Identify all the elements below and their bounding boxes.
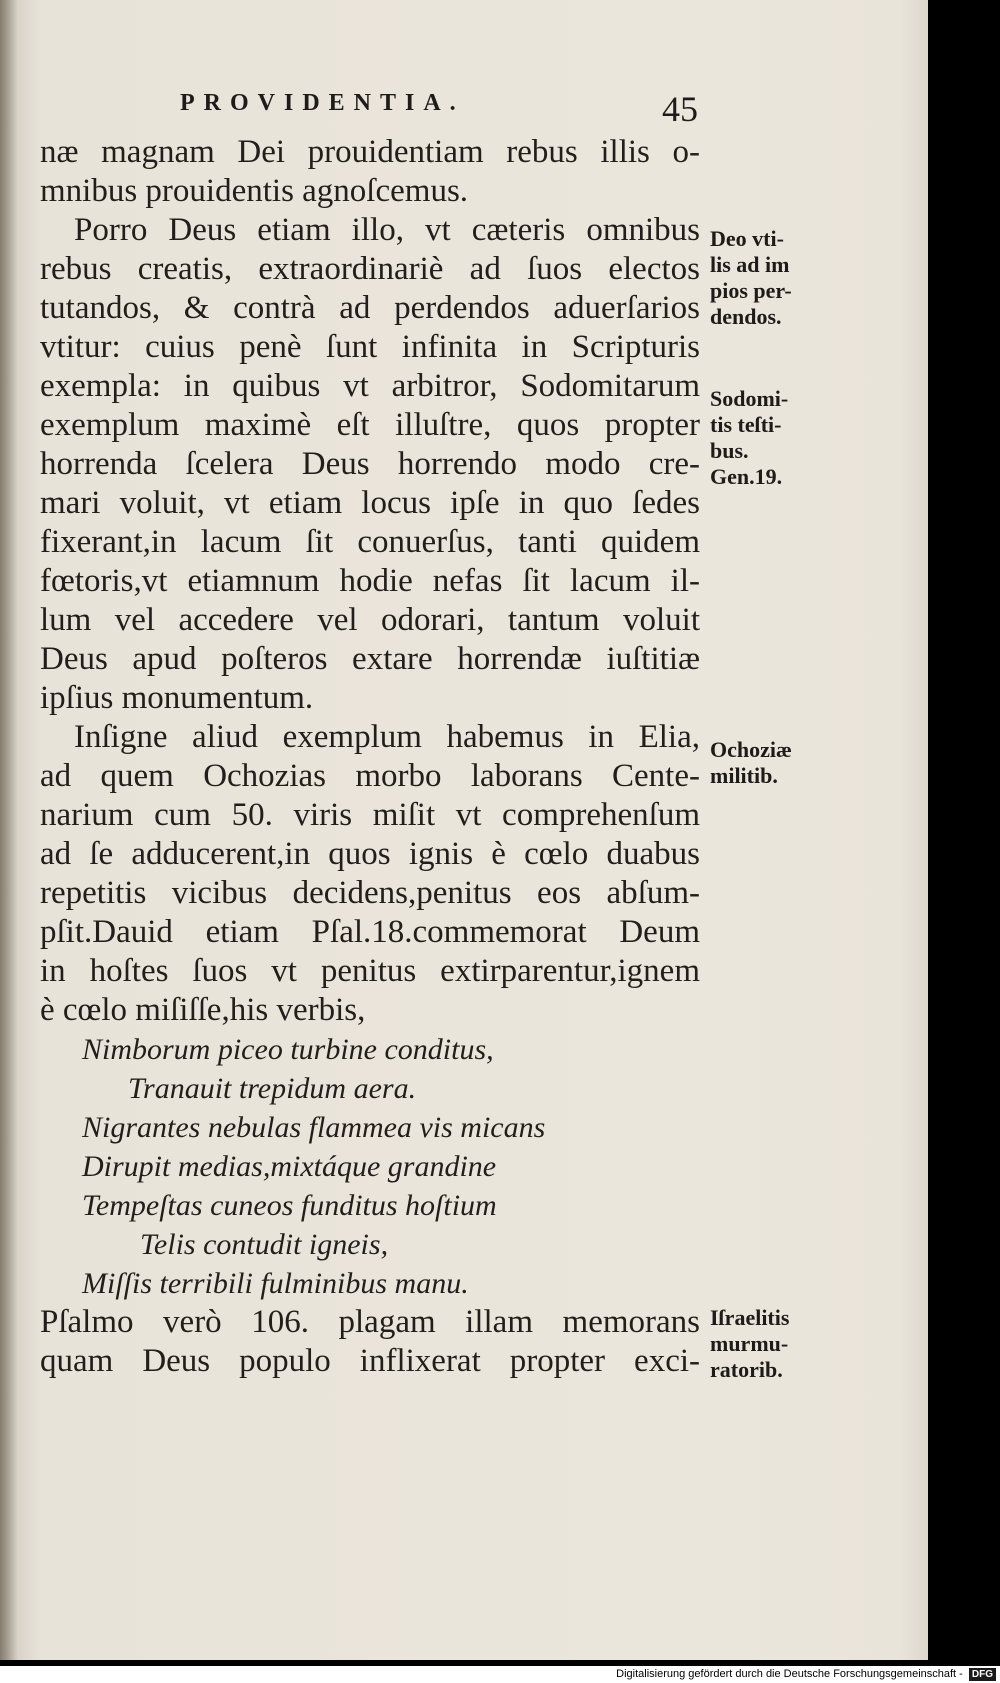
text-line: Miſſis terribili fulminibus manu. bbox=[82, 1267, 469, 1300]
text-line: vtitur: cuius penè ſunt infinita in Scripturis bbox=[40, 329, 700, 365]
text-line: Inſigne aliud exemplum habemus in Elia, bbox=[74, 719, 700, 755]
text-line: quam Deus populo inflixerat propter exci- bbox=[40, 1343, 700, 1379]
text-line: Dirupit medias,mixtáque grandine bbox=[82, 1150, 497, 1183]
marginal-note-sodomitis bbox=[710, 386, 820, 490]
marginal-note-line: bus. bbox=[710, 438, 749, 463]
text-line: Telis contudit igneis, bbox=[140, 1228, 389, 1261]
digitization-footer: Digitalisierung gefördert durch die Deutsche Forschungsgemeinschaft - DFG bbox=[0, 1666, 1000, 1683]
marginal-note-ochoziae bbox=[710, 737, 820, 789]
page-number: 45 bbox=[662, 89, 698, 129]
marginal-note-line: Sodomi- bbox=[710, 386, 789, 411]
text-line: ipſius monumentum. bbox=[40, 680, 314, 716]
text-line: fœtoris,vt etiamnum hodie nefas ſit lacum il- bbox=[40, 563, 700, 599]
text-line: è cœlo miſiſſe,his verbis, bbox=[40, 992, 366, 1028]
text-line: Nimborum piceo turbine conditus, bbox=[82, 1033, 494, 1066]
marginal-note-line: murmu- bbox=[710, 1331, 789, 1356]
main-text bbox=[40, 133, 700, 1381]
marginal-note-line: Gen.19. bbox=[710, 464, 783, 489]
marginal-note-line: Iſraelitis bbox=[710, 1305, 790, 1330]
marginal-note-israelitis bbox=[710, 1305, 820, 1383]
text-line: exemplum maximè eſt illuſtre, quos propter bbox=[40, 407, 700, 443]
marginal-note-deo bbox=[710, 226, 820, 330]
marginal-note-line: lis ad im bbox=[710, 252, 790, 277]
text-line: rebus creatis, extraordinariè ad ſuos electos bbox=[40, 251, 700, 287]
text-line: tutandos, & contrà ad perdendos aduerſarios bbox=[40, 290, 700, 326]
text-line: Deus apud poſteros extare horrendæ iuſtitiæ bbox=[40, 641, 700, 677]
text-line: Porro Deus etiam illo, vt cæteris omnibus bbox=[74, 212, 700, 248]
text-line: mnibus prouidentis agnoſcemus. bbox=[40, 173, 469, 209]
text-line: Pſalmo verò 106. plagam illam memorans bbox=[40, 1304, 700, 1340]
text-line: horrenda ſcelera Deus horrendo modo cre- bbox=[40, 446, 700, 482]
text-line: Tempeſtas cuneos funditus hoſtium bbox=[82, 1189, 497, 1222]
text-line: in hoſtes ſuos vt penitus extirparentur,ignem bbox=[40, 953, 700, 989]
footer-credit: Digitalisierung gefördert durch die Deutsche Forschungsgemeinschaft bbox=[616, 1668, 957, 1680]
marginal-note-line: Ochoziæ bbox=[710, 737, 792, 762]
dfg-logo: DFG bbox=[969, 1668, 996, 1681]
running-title: PROVIDENTIA. bbox=[180, 90, 465, 116]
text-line: næ magnam Dei prouidentiam rebus illis o- bbox=[40, 134, 700, 170]
text-line: Nigrantes nebulas flammea vis micans bbox=[82, 1111, 546, 1144]
text-line: fixerant,in lacum ſit conuerſus, tanti quidem bbox=[40, 524, 700, 560]
text-line: narium cum 50. viris miſit vt comprehenſum bbox=[40, 797, 700, 833]
text-line: repetitis vicibus decidens,penitus eos abſum- bbox=[40, 875, 700, 911]
text-line: mari voluit, vt etiam locus ipſe in quo ſedes bbox=[40, 485, 700, 521]
marginal-note-line: Deo vti- bbox=[710, 226, 784, 251]
marginal-note-line: ratorib. bbox=[710, 1357, 783, 1382]
marginal-note-line: dendos. bbox=[710, 304, 782, 329]
text-line: ad ſe adducerent,in quos ignis è cœlo duabus bbox=[40, 836, 700, 872]
text-line: lum vel accedere vel odorari, tantum voluit bbox=[40, 602, 700, 638]
text-line: pſit.Dauid etiam Pſal.18.commemorat Deum bbox=[40, 914, 700, 950]
text-line: ad quem Ochozias morbo laborans Cente- bbox=[40, 758, 700, 794]
text-line: Tranauit trepidum aera. bbox=[128, 1072, 417, 1105]
marginal-note-line: militib. bbox=[710, 763, 778, 788]
marginal-note-line: tis teſti- bbox=[710, 412, 782, 437]
text-line: exempla: in quibus vt arbitror, Sodomitarum bbox=[40, 368, 700, 404]
marginal-note-line: pios per- bbox=[710, 278, 792, 303]
